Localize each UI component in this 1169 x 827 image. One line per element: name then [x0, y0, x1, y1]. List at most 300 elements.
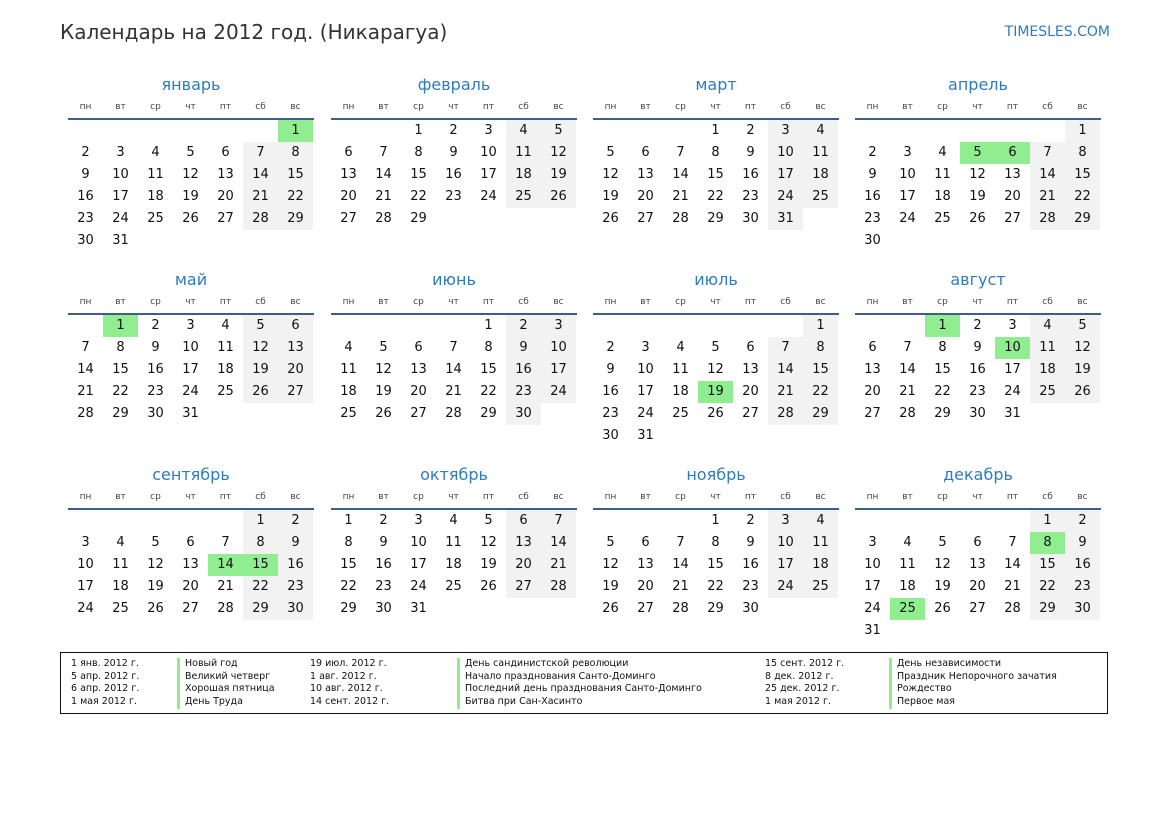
day-cell: 31 [864, 623, 881, 638]
day-cell: 3 [868, 535, 877, 550]
holiday-date: 1 янв. 2012 г. [71, 658, 139, 669]
week-row [68, 403, 314, 425]
day-cell: 2 [81, 145, 90, 160]
month-calendar [68, 74, 314, 252]
empty-cell [593, 510, 628, 532]
holiday-legend [60, 652, 1108, 714]
day-cell: 17 [864, 579, 881, 594]
empty-cell [995, 620, 1030, 642]
weekday-label: ср [675, 297, 686, 307]
weekday-label: вс [290, 492, 301, 502]
weekday-label: ср [150, 102, 161, 112]
empty-cell [663, 120, 698, 142]
empty-cell [628, 510, 663, 532]
month-calendar [855, 464, 1101, 642]
week-row [593, 142, 839, 164]
weekday-label: ср [937, 102, 948, 112]
weekday-label: вт [640, 102, 651, 112]
day-cell: 16 [602, 384, 619, 399]
weekend-day: 24 [768, 186, 803, 208]
day-cell: 4 [344, 340, 353, 355]
month-calendar [593, 464, 839, 620]
weekend-day: 27 [506, 576, 541, 598]
holiday-name: Праздник Непорочного зачатия [889, 671, 1057, 684]
weekday-label: сб [255, 297, 266, 307]
day-cell: 4 [938, 145, 947, 160]
day-cell: 4 [903, 535, 912, 550]
day-cell: 16 [864, 189, 881, 204]
day-cell: 27 [969, 601, 986, 616]
day-cell: 15 [480, 362, 497, 377]
weekday-label: ср [675, 102, 686, 112]
day-cell: 13 [410, 362, 427, 377]
empty-cell [541, 208, 576, 230]
empty-cell [208, 403, 243, 425]
weekday-label: чт [448, 492, 459, 502]
weekday-label: вт [902, 102, 913, 112]
empty-cell [208, 510, 243, 532]
weekday-label: сб [1042, 297, 1053, 307]
empty-cell [855, 510, 890, 532]
weekend-day: 8 [803, 337, 838, 359]
empty-cell [628, 120, 663, 142]
day-cell: 5 [379, 340, 388, 355]
weekday-label: сб [1042, 102, 1053, 112]
day-cell: 23 [602, 406, 619, 421]
week-row [68, 315, 314, 337]
month-calendar [593, 269, 839, 447]
weekday-label: чт [972, 492, 983, 502]
day-cell: 22 [934, 384, 951, 399]
empty-cell [243, 230, 278, 252]
week-row [593, 403, 839, 425]
day-cell: 27 [410, 406, 427, 421]
weekday-header [331, 96, 577, 120]
day-cell: 16 [445, 167, 462, 182]
weekend-day: 16 [1065, 554, 1100, 576]
empty-cell [995, 510, 1030, 532]
weekday-label: пт [219, 102, 232, 112]
day-cell: 31 [112, 233, 129, 248]
month-name: июнь [432, 270, 476, 289]
weekend-day: 12 [243, 337, 278, 359]
day-cell: 2 [606, 340, 615, 355]
holiday-day: 15 [243, 554, 278, 576]
empty-cell [1030, 230, 1065, 252]
day-cell: 22 [340, 579, 357, 594]
weekend-day: 25 [803, 186, 838, 208]
week-row [593, 337, 839, 359]
week-row [68, 359, 314, 381]
week-row [593, 510, 839, 532]
weekday-label: пт [482, 102, 495, 112]
day-cell: 21 [217, 579, 234, 594]
empty-cell [471, 598, 506, 620]
day-cell: 17 [899, 189, 916, 204]
weekday-label: вс [815, 297, 826, 307]
day-cell: 10 [899, 167, 916, 182]
weekend-day: 30 [1065, 598, 1100, 620]
day-cell: 23 [445, 189, 462, 204]
day-cell: 30 [602, 428, 619, 443]
month-calendar [593, 74, 839, 230]
empty-cell [506, 208, 541, 230]
day-cell: 30 [375, 601, 392, 616]
holiday-name: Великий четверг [177, 671, 275, 684]
day-cell: 14 [899, 362, 916, 377]
week-row [593, 532, 839, 554]
weekend-day: 10 [768, 532, 803, 554]
day-cell: 23 [742, 189, 759, 204]
empty-cell [331, 120, 366, 142]
weekend-day: 23 [506, 381, 541, 403]
day-cell: 8 [484, 340, 493, 355]
empty-cell [208, 120, 243, 142]
day-cell: 13 [742, 362, 759, 377]
day-cell: 10 [637, 362, 654, 377]
day-cell: 7 [676, 535, 685, 550]
empty-cell [436, 315, 471, 337]
weekday-label: пт [744, 492, 757, 502]
holiday-name: День независимости [889, 658, 1057, 671]
holiday-name: Начало празднования Санто-Доминго [457, 671, 702, 684]
day-cell: 14 [77, 362, 94, 377]
week-row [68, 554, 314, 576]
holiday-name: Последний день празднования Санто-Доминго [457, 683, 702, 696]
weekday-label: вс [1077, 492, 1088, 502]
weekday-label: сб [780, 102, 791, 112]
holiday-date: 1 мая 2012 г. [765, 696, 831, 708]
weekday-label: пн [342, 492, 355, 502]
holiday-dates-column [765, 658, 844, 709]
day-cell: 6 [221, 145, 230, 160]
empty-cell [173, 120, 208, 142]
weekend-day: 7 [243, 142, 278, 164]
day-cell: 18 [147, 189, 164, 204]
day-cell: 7 [81, 340, 90, 355]
weekend-day: 29 [1030, 598, 1065, 620]
day-cell: 25 [340, 406, 357, 421]
week-row [331, 381, 577, 403]
week-row [593, 164, 839, 186]
day-cell: 20 [637, 579, 654, 594]
weekend-day: 17 [768, 164, 803, 186]
day-cell: 6 [973, 535, 982, 550]
weekday-label: вт [115, 492, 126, 502]
weekend-day: 1 [803, 315, 838, 337]
weekend-day: 7 [768, 337, 803, 359]
day-cell: 13 [1004, 167, 1021, 182]
day-cell: 5 [484, 513, 493, 528]
weekday-header [331, 486, 577, 510]
day-cell: 8 [344, 535, 353, 550]
weekend-day: 17 [768, 554, 803, 576]
day-cell: 26 [969, 211, 986, 226]
weekday-label: чт [185, 297, 196, 307]
week-row [331, 403, 577, 425]
weekday-label: пн [79, 297, 92, 307]
day-cell: 25 [672, 406, 689, 421]
weekend-day: 28 [541, 576, 576, 598]
day-cell: 12 [934, 557, 951, 572]
month-name: декабрь [943, 465, 1013, 484]
day-cell: 7 [1008, 535, 1017, 550]
week-row [593, 359, 839, 381]
day-cell: 13 [217, 167, 234, 182]
weekday-label: пт [1006, 102, 1019, 112]
weekend-day: 19 [1065, 359, 1100, 381]
weekday-label: чт [185, 102, 196, 112]
day-cell: 27 [742, 406, 759, 421]
day-cell: 22 [112, 384, 129, 399]
weekday-label: чт [972, 102, 983, 112]
day-cell: 26 [602, 601, 619, 616]
empty-cell [173, 510, 208, 532]
day-cell: 9 [379, 535, 388, 550]
weekday-label: пн [866, 102, 879, 112]
empty-cell [208, 230, 243, 252]
weekend-day: 20 [506, 554, 541, 576]
week-row [855, 142, 1101, 164]
weekday-header [68, 96, 314, 120]
day-cell: 20 [637, 189, 654, 204]
weekday-label: ср [413, 492, 424, 502]
day-cell: 17 [1004, 362, 1021, 377]
day-cell: 3 [186, 318, 195, 333]
weekend-day: 19 [541, 164, 576, 186]
site-link[interactable]: TIMESLES.COM [1004, 24, 1110, 40]
weekday-label: пн [866, 297, 879, 307]
day-cell: 19 [602, 189, 619, 204]
weekend-day: 29 [803, 403, 838, 425]
empty-cell [331, 315, 366, 337]
day-cell: 10 [112, 167, 129, 182]
day-cell: 26 [147, 601, 164, 616]
day-cell: 19 [480, 557, 497, 572]
day-cell: 4 [676, 340, 685, 355]
day-cell: 16 [742, 167, 759, 182]
weekend-day: 8 [243, 532, 278, 554]
week-row [331, 598, 577, 620]
day-cell: 23 [375, 579, 392, 594]
month-name: август [950, 270, 1006, 289]
day-cell: 18 [217, 362, 234, 377]
day-cell: 12 [375, 362, 392, 377]
day-cell: 13 [182, 557, 199, 572]
empty-cell [960, 230, 995, 252]
day-cell: 16 [742, 557, 759, 572]
day-cell: 7 [379, 145, 388, 160]
weekday-label: пт [744, 102, 757, 112]
weekday-label: вс [1077, 297, 1088, 307]
weekend-day: 3 [768, 510, 803, 532]
day-cell: 5 [151, 535, 160, 550]
empty-cell [243, 120, 278, 142]
day-cell: 20 [217, 189, 234, 204]
empty-cell [733, 425, 768, 447]
day-cell: 6 [641, 535, 650, 550]
weekend-day: 29 [1065, 208, 1100, 230]
day-cell: 9 [746, 145, 755, 160]
weekend-day: 21 [768, 381, 803, 403]
day-cell: 31 [410, 601, 427, 616]
day-cell: 6 [868, 340, 877, 355]
weekday-label: пн [342, 297, 355, 307]
day-cell: 21 [77, 384, 94, 399]
weekday-label: пн [604, 297, 617, 307]
weekend-day: 11 [506, 142, 541, 164]
empty-cell [366, 120, 401, 142]
holiday-dates-column [310, 658, 389, 709]
week-row [593, 425, 839, 447]
day-cell: 30 [742, 601, 759, 616]
weekend-day: 12 [541, 142, 576, 164]
weekend-day: 16 [506, 359, 541, 381]
holiday-date: 1 авг. 2012 г. [310, 670, 377, 682]
day-cell: 28 [375, 211, 392, 226]
week-row [68, 381, 314, 403]
holiday-name: Хорошая пятница [177, 683, 275, 696]
weekend-day: 16 [278, 554, 313, 576]
weekend-day: 4 [506, 120, 541, 142]
day-cell: 5 [938, 535, 947, 550]
week-row [593, 208, 839, 230]
week-row [855, 208, 1101, 230]
day-cell: 4 [449, 513, 458, 528]
day-cell: 16 [969, 362, 986, 377]
day-cell: 9 [81, 167, 90, 182]
weekend-day: 2 [1065, 510, 1100, 532]
day-cell: 11 [147, 167, 164, 182]
weekday-label: ср [675, 492, 686, 502]
day-cell: 27 [637, 211, 654, 226]
day-cell: 11 [899, 557, 916, 572]
weekend-day: 30 [506, 403, 541, 425]
day-cell: 18 [112, 579, 129, 594]
weekend-day: 17 [541, 359, 576, 381]
weekday-label: сб [255, 492, 266, 502]
weekend-day: 21 [541, 554, 576, 576]
day-cell: 8 [711, 535, 720, 550]
month-calendar [68, 464, 314, 620]
day-cell: 9 [746, 535, 755, 550]
empty-cell [925, 510, 960, 532]
holiday-day: 14 [208, 554, 243, 576]
day-cell: 23 [77, 211, 94, 226]
month-calendar [855, 269, 1101, 425]
month-name: апрель [948, 75, 1008, 94]
week-row [593, 120, 839, 142]
weekday-label: вс [290, 102, 301, 112]
week-row [593, 315, 839, 337]
day-cell: 22 [410, 189, 427, 204]
holiday-name: Рождество [889, 683, 1057, 696]
weekday-label: пн [866, 492, 879, 502]
holiday-names-column [177, 658, 275, 709]
empty-cell [960, 620, 995, 642]
week-row [68, 337, 314, 359]
day-cell: 19 [182, 189, 199, 204]
weekend-day: 13 [506, 532, 541, 554]
day-cell: 13 [637, 557, 654, 572]
day-cell: 11 [217, 340, 234, 355]
holiday-dates-column [71, 658, 139, 709]
month-calendar [331, 269, 577, 425]
weekend-day: 5 [243, 315, 278, 337]
day-cell: 10 [480, 145, 497, 160]
day-cell: 20 [969, 579, 986, 594]
weekend-day: 25 [1030, 381, 1065, 403]
weekend-day: 15 [803, 359, 838, 381]
weekday-label: пт [219, 492, 232, 502]
weekend-day: 14 [243, 164, 278, 186]
weekday-label: пн [604, 492, 617, 502]
day-cell: 3 [903, 145, 912, 160]
weekend-day: 14 [541, 532, 576, 554]
holiday-date: 1 мая 2012 г. [71, 696, 137, 708]
empty-cell [768, 425, 803, 447]
day-cell: 30 [864, 233, 881, 248]
week-row [593, 186, 839, 208]
weekend-day: 25 [803, 576, 838, 598]
week-row [855, 598, 1101, 620]
holiday-names-column [889, 658, 1057, 709]
month-name: март [695, 75, 737, 94]
empty-cell [541, 403, 576, 425]
empty-cell [593, 120, 628, 142]
day-cell: 7 [903, 340, 912, 355]
month-name: январь [161, 75, 221, 94]
weekend-day: 3 [541, 315, 576, 337]
weekend-day: 26 [541, 186, 576, 208]
day-cell: 7 [676, 145, 685, 160]
weekend-day: 8 [278, 142, 313, 164]
day-cell: 29 [707, 601, 724, 616]
day-cell: 21 [672, 189, 689, 204]
day-cell: 24 [182, 384, 199, 399]
weekday-label: сб [518, 297, 529, 307]
week-row [331, 576, 577, 598]
day-cell: 26 [707, 406, 724, 421]
week-row [68, 598, 314, 620]
week-row [593, 598, 839, 620]
holiday-date: 25 дек. 2012 г. [765, 683, 840, 695]
holiday-name: День Труда [177, 696, 275, 709]
month-name: февраль [417, 75, 491, 94]
day-cell: 29 [112, 406, 129, 421]
weekday-label: пн [604, 102, 617, 112]
empty-cell [243, 403, 278, 425]
day-cell: 15 [707, 557, 724, 572]
holiday-date: 15 сент. 2012 г. [765, 658, 845, 669]
day-cell: 16 [147, 362, 164, 377]
day-cell: 6 [186, 535, 195, 550]
day-cell: 5 [606, 535, 615, 550]
empty-cell [995, 230, 1030, 252]
empty-cell [278, 403, 313, 425]
weekday-label: вс [815, 102, 826, 112]
weekend-day: 31 [768, 208, 803, 230]
day-cell: 4 [116, 535, 125, 550]
week-row [68, 510, 314, 532]
day-cell: 1 [711, 123, 720, 138]
empty-cell [541, 598, 576, 620]
empty-cell [278, 230, 313, 252]
day-cell: 27 [182, 601, 199, 616]
day-cell: 2 [868, 145, 877, 160]
week-row [68, 164, 314, 186]
weekday-label: чт [185, 492, 196, 502]
